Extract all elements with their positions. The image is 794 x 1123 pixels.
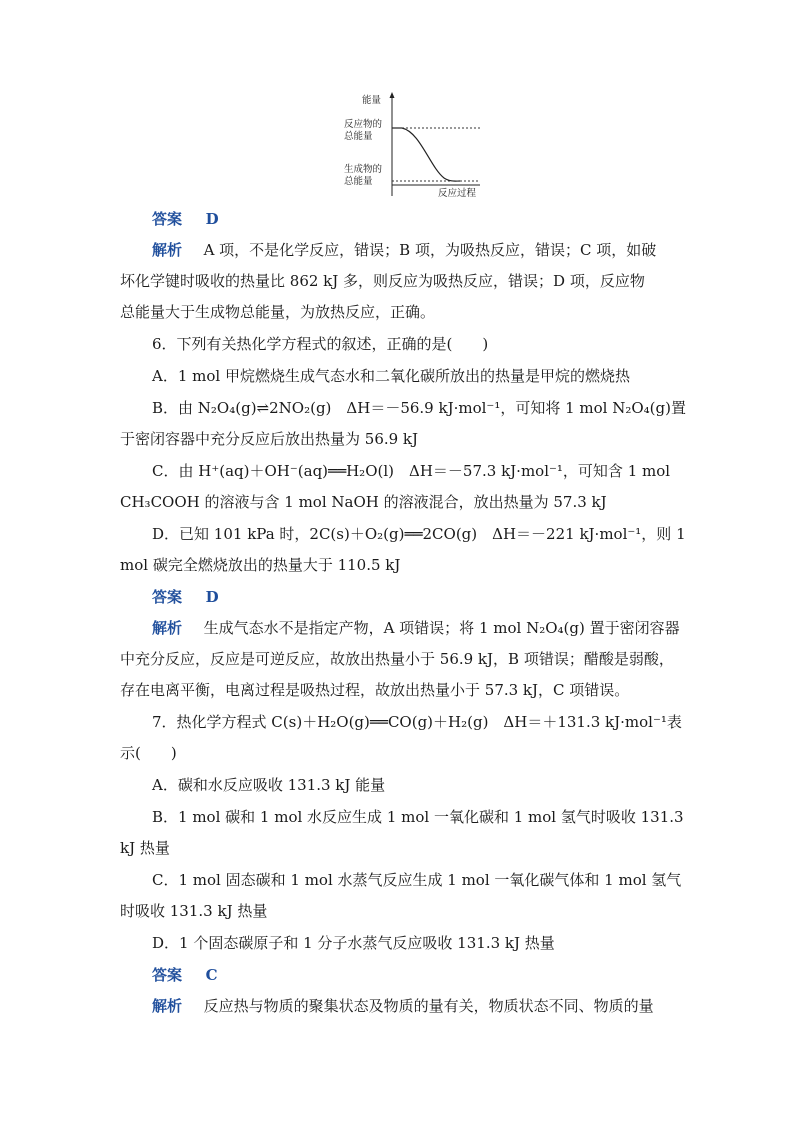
q5-answer: [152, 210, 219, 228]
q6-analysis-line1: [152, 619, 680, 637]
q6-option-d-line1: D．已知 101 kPa 时，2C(s)＋O₂(g)══2CO(g) ΔH＝－221 kJ·mol⁻¹，则 1: [152, 525, 686, 543]
energy-curve: [402, 128, 460, 181]
energy-diagram: [340, 92, 490, 204]
answer-label: 答案: [152, 210, 183, 228]
answer-label: 答案: [152, 588, 183, 606]
analysis-text: A 项，不是化学反应，错误；B 项，为吸热反应，错误；C 项，如破: [203, 241, 657, 259]
reactant-label-line1: 反应物的: [344, 119, 383, 130]
answer-value: D: [205, 210, 219, 228]
product-label-line2: 总能量: [344, 176, 373, 187]
q7-option-b-line1: B．1 mol 碳和 1 mol 水反应生成 1 mol 一氧化碳和 1 mol 氢气时吸收 131.3: [152, 808, 684, 826]
q7-stem-line2: 示( ): [120, 744, 177, 762]
q7-answer: [152, 966, 218, 984]
analysis-label: 解析: [152, 619, 183, 637]
answer-value: C: [205, 966, 218, 984]
q7-option-d: D．1 个固态碳原子和 1 分子水蒸气反应吸收 131.3 kJ 热量: [152, 934, 555, 952]
y-axis-arrow: [390, 92, 395, 98]
q7-option-c-line1: C．1 mol 固态碳和 1 mol 水蒸气反应生成 1 mol 一氧化碳气体和 1 mol 氢气: [152, 871, 682, 889]
analysis-text: 反应热与物质的聚集状态及物质的量有关，物质状态不同、物质的量: [203, 997, 654, 1015]
q7-option-a: A．碳和水反应吸收 131.3 kJ 能量: [152, 776, 386, 794]
x-axis-label: 反应过程: [438, 188, 477, 199]
q6-stem: 6．下列有关热化学方程式的叙述，正确的是( ): [152, 335, 489, 353]
q6-answer: [152, 588, 219, 606]
analysis-text: 生成气态水不是指定产物，A 项错误；将 1 mol N₂O₄(g) 置于密闭容器: [203, 619, 680, 637]
analysis-label: 解析: [152, 997, 183, 1015]
q7-option-b-line2: kJ 热量: [120, 839, 170, 857]
answer-value: D: [205, 588, 219, 606]
q6-option-c-line1: C．由 H⁺(aq)＋OH⁻(aq)══H₂O(l) ΔH＝－57.3 kJ·mol⁻¹，可知含 1 mol: [152, 462, 671, 480]
q6-option-c-line2: CH₃COOH 的溶液与含 1 mol NaOH 的溶液混合，放出热量为 57.3 kJ: [120, 493, 607, 511]
q7-analysis-line1: [152, 997, 654, 1015]
product-label-line1: 生成物的: [344, 164, 383, 175]
q5-analysis-line3: 总能量大于生成物总能量，为放热反应，正确。: [120, 303, 436, 321]
q5-analysis-line2: 坏化学键时吸收的热量比 862 kJ 多，则反应为吸热反应，错误；D 项，反应物: [120, 272, 645, 290]
q6-option-d-line2: mol 碳完全燃烧放出的热量大于 110.5 kJ: [120, 556, 401, 574]
q6-analysis-line2: 中充分反应，反应是可逆反应，故放出热量小于 56.9 kJ，B 项错误；醋酸是弱酸，: [120, 650, 674, 668]
analysis-label: 解析: [152, 241, 183, 259]
q6-option-b-line1: B．由 N₂O₄(g)⇌2NO₂(g) ΔH＝－56.9 kJ·mol⁻¹，可知将 1 mol N₂O₄(g)置: [152, 399, 686, 417]
q6-option-a: A．1 mol 甲烷燃烧生成气态水和二氧化碳所放出的热量是甲烷的燃烧热: [152, 367, 630, 385]
q7-stem-line1: 7．热化学方程式 C(s)＋H₂O(g)══CO(g)＋H₂(g) ΔH＝＋131.3 kJ·mol⁻¹表: [152, 713, 682, 731]
y-axis-label: 能量: [362, 95, 382, 106]
answer-label: 答案: [152, 966, 183, 984]
q6-analysis-line3: 存在电离平衡，电离过程是吸热过程，故放出热量小于 57.3 kJ，C 项错误。: [120, 681, 630, 699]
reactant-label-line2: 总能量: [344, 131, 373, 142]
q7-option-c-line2: 时吸收 131.3 kJ 热量: [120, 902, 268, 920]
q6-option-b-line2: 于密闭容器中充分反应后放出热量为 56.9 kJ: [120, 430, 419, 448]
q5-analysis-line1: [152, 241, 656, 259]
